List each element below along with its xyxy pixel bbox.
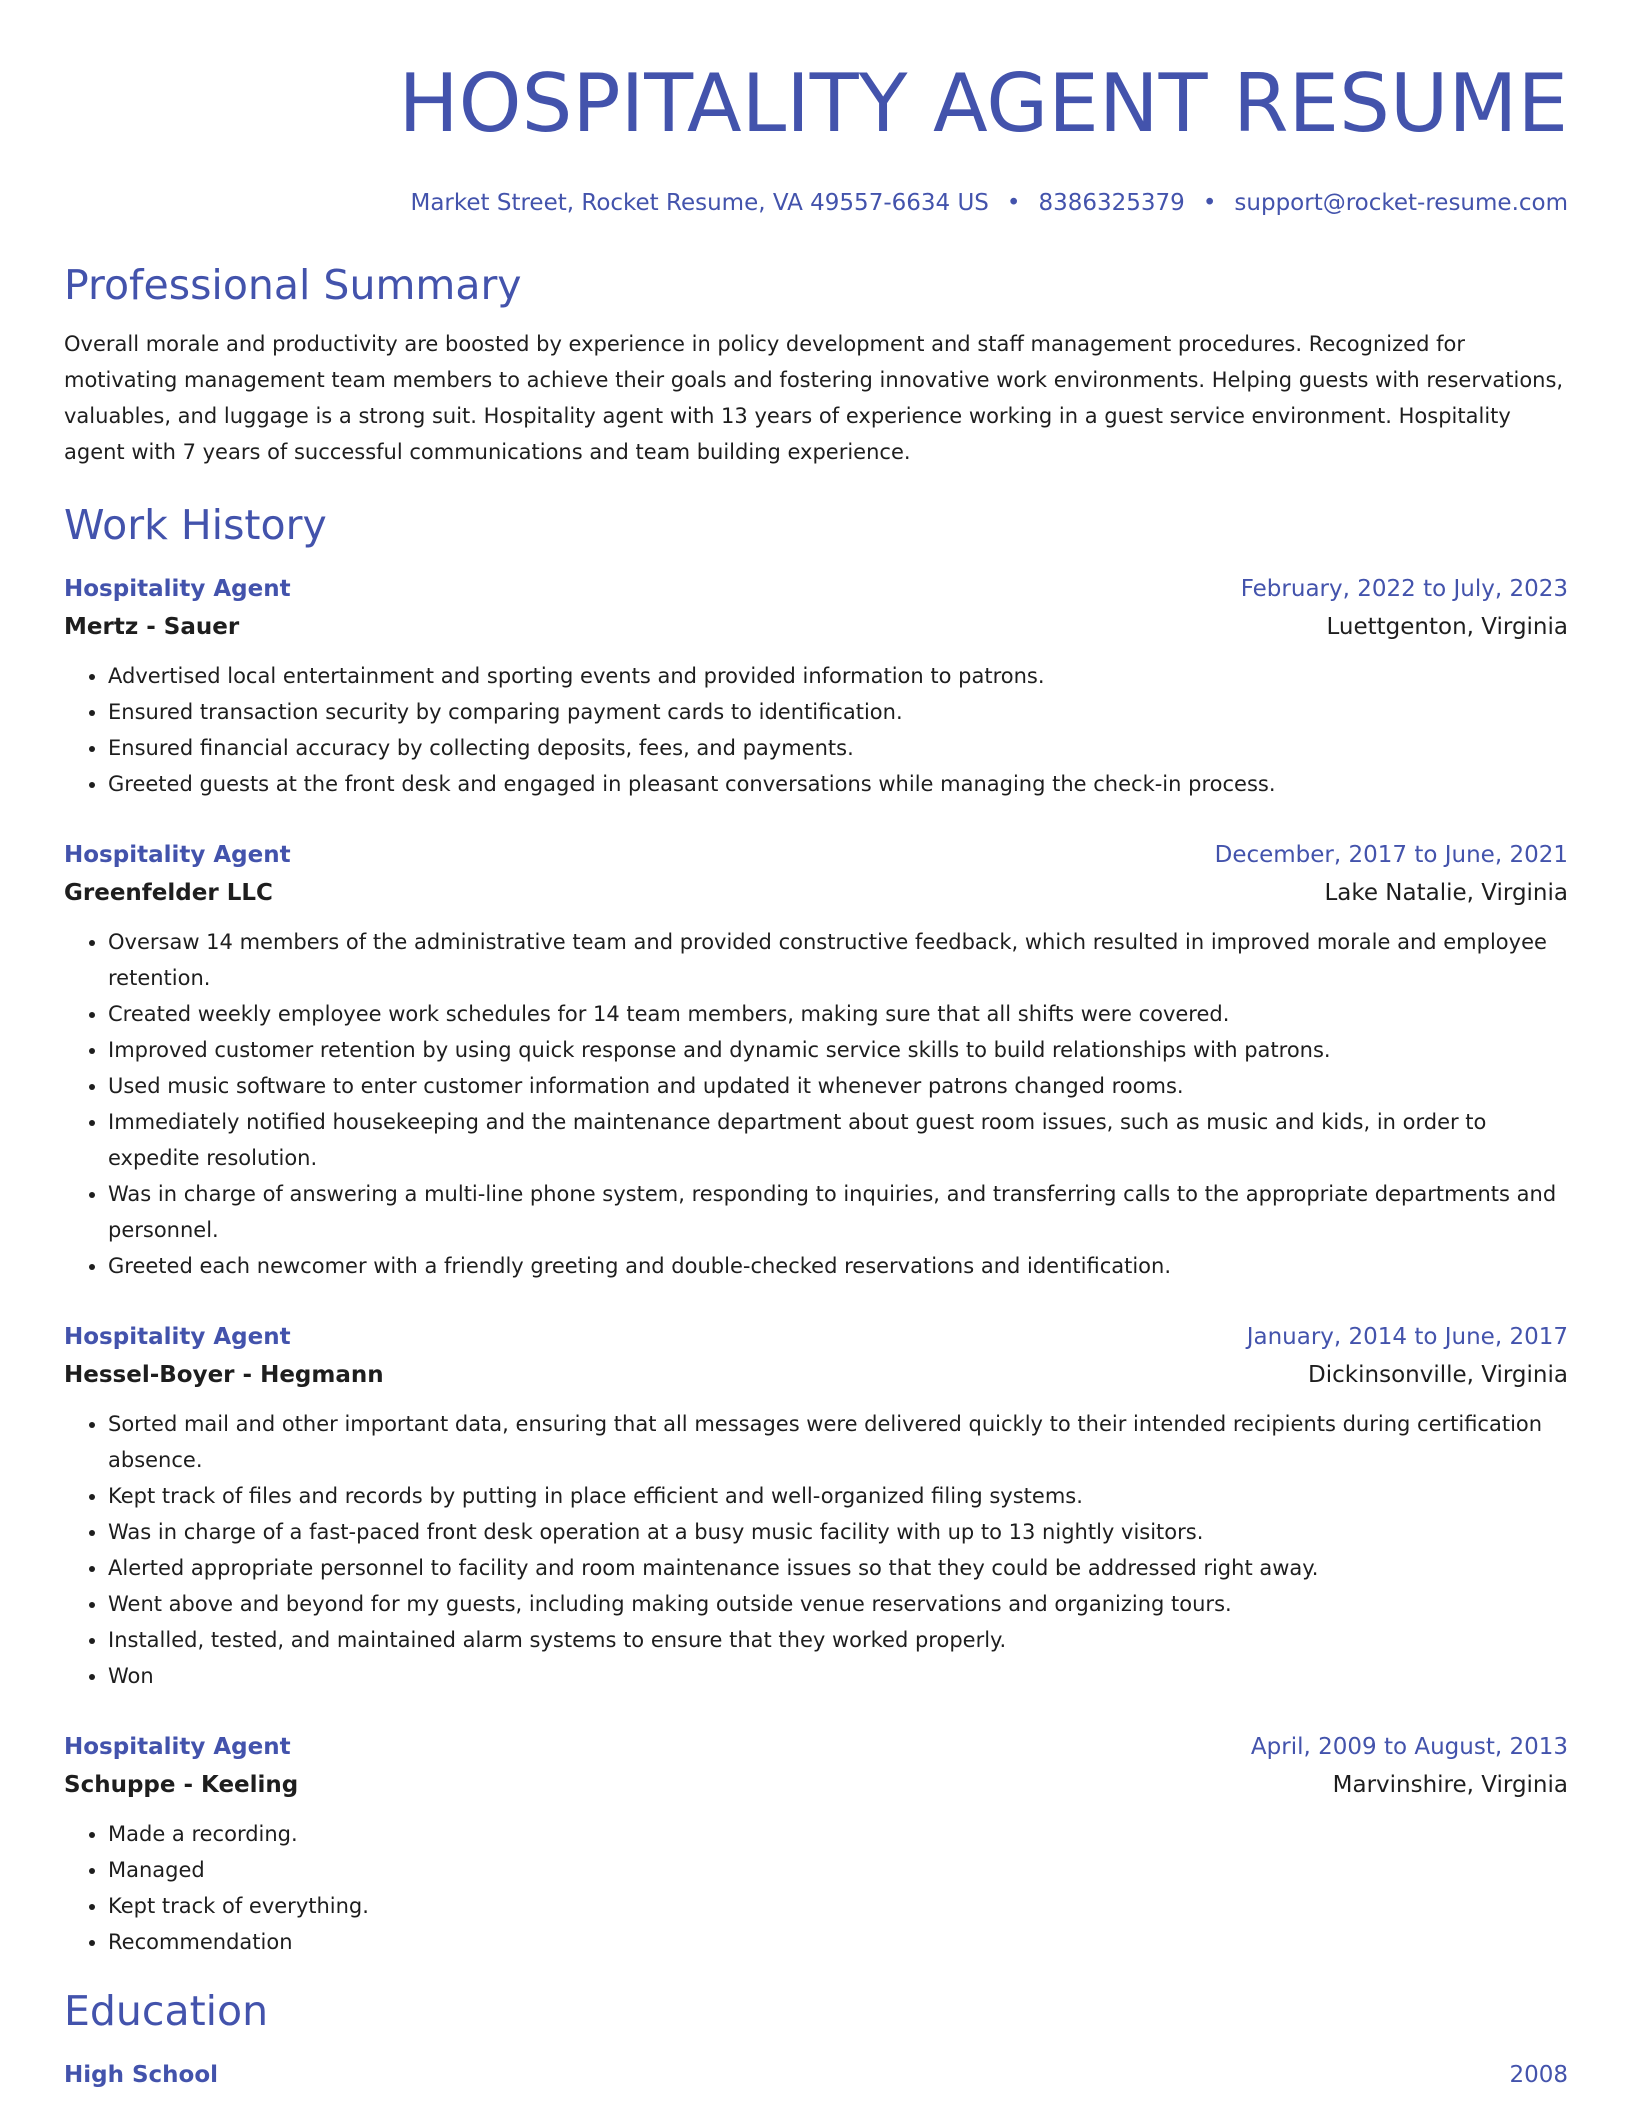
- job-dates: February, 2022 to July, 2023: [1240, 576, 1568, 602]
- job-company-row: [64, 1766, 1568, 1804]
- job-company-row: [64, 1356, 1568, 1394]
- bullet-item: • Greeted each newcomer with a friendly greeting and double-checked reservations and identification.: [108, 1248, 1568, 1284]
- bullet-item: • Ensured transaction security by comparing payment cards to identification.: [108, 694, 1568, 730]
- job-location: Luettgenton, Virginia: [1326, 614, 1568, 640]
- contact-email[interactable]: support@rocket-resume.com: [1234, 190, 1568, 216]
- bullet-item: • Recommendation: [108, 1924, 1568, 1960]
- bullet-item: • Went above and beyond for my guests, including making outside venue reservations and organizing tours.: [108, 1586, 1568, 1622]
- bullet-item: • Advertised local entertainment and sporting events and provided information to patrons.: [108, 658, 1568, 694]
- bullet-item: • Used music software to enter customer information and updated it whenever patrons changed rooms.: [108, 1068, 1568, 1104]
- education-heading: Education: [64, 1987, 269, 2035]
- job-entry: [64, 1728, 1568, 1960]
- bullet-item: • Immediately notified housekeeping and the maintenance department about guest room issues, such as music and kids, in order to expedite resolution.: [108, 1104, 1568, 1176]
- bullet-item: • Ensured financial accuracy by collecting deposits, fees, and payments.: [108, 730, 1568, 766]
- job-company: Schuppe - Keeling: [64, 1772, 299, 1798]
- job-header-row: [64, 836, 1568, 874]
- job-dates: December, 2017 to June, 2021: [1214, 842, 1568, 868]
- job-company: Greenfelder LLC: [64, 880, 273, 906]
- contact-address: Market Street, Rocket Resume, VA 49557-6634 US: [410, 190, 989, 216]
- education-row: [64, 2056, 1568, 2094]
- bullet-item: • Installed, tested, and maintained alarm systems to ensure that they worked properly.: [108, 1622, 1568, 1658]
- bullet-item: • Created weekly employee work schedules for 14 team members, making sure that all shifts were covered.: [108, 996, 1568, 1032]
- job-company: Mertz - Sauer: [64, 614, 240, 640]
- contact-separator: •: [1202, 190, 1217, 216]
- bullet-item: • Sorted mail and other important data, ensuring that all messages were delivered quickly to their intended recipients during certification absence.: [108, 1406, 1568, 1478]
- bullet-item: • Made a recording.: [108, 1816, 1568, 1852]
- job-entry: [64, 1318, 1568, 1694]
- bullet-item: • Won: [108, 1658, 1568, 1694]
- education-year: 2008: [1509, 2062, 1568, 2088]
- bullet-item: • Oversaw 14 members of the administrative team and provided constructive feedback, which resulted in improved morale and employee retention.: [108, 924, 1568, 996]
- job-bullets: [64, 658, 1568, 802]
- contact-line: [64, 188, 1568, 218]
- bullet-item: • Was in charge of answering a multi-line phone system, responding to inquiries, and transferring calls to the appropriate departments and personnel.: [108, 1176, 1568, 1248]
- education-entry: [64, 2056, 1568, 2094]
- job-bullets: [64, 1816, 1568, 1960]
- job-title: Hospitality Agent: [64, 576, 291, 602]
- resume-title: HOSPITALITY AGENT RESUME: [398, 57, 1568, 150]
- job-header-row: [64, 1318, 1568, 1356]
- contact-separator: •: [1006, 190, 1021, 216]
- job-bullets: [64, 924, 1568, 1284]
- bullet-item: • Managed: [108, 1852, 1568, 1888]
- summary-text: Overall morale and productivity are boosted by experience in policy development and staff management procedures. Recognized for motivating management team members to achieve their goals and fostering innovative work environments. Helping guests with reservations, valuables, and luggage is a strong suit. Hospitality agent with 13 years of experience working in a guest service environment. Hospitality agent with 7 years of successful communications and team building experience.: [64, 332, 1564, 464]
- job-entry: [64, 570, 1568, 802]
- job-title: Hospitality Agent: [64, 1324, 291, 1350]
- bullet-item: • Improved customer retention by using quick response and dynamic service skills to build relationships with patrons.: [108, 1032, 1568, 1068]
- bullet-item: • Greeted guests at the front desk and engaged in pleasant conversations while managing the check-in process.: [108, 766, 1568, 802]
- job-header-row: [64, 1728, 1568, 1766]
- job-company: Hessel-Boyer - Hegmann: [64, 1362, 384, 1388]
- bullet-item: • Was in charge of a fast-paced front desk operation at a busy music facility with up to 13 nightly visitors.: [108, 1514, 1568, 1550]
- bullet-item: • Kept track of files and records by putting in place efficient and well-organized filing systems.: [108, 1478, 1568, 1514]
- job-title: Hospitality Agent: [64, 842, 291, 868]
- bullet-item: • Alerted appropriate personnel to facility and room maintenance issues so that they could be addressed right away.: [108, 1550, 1568, 1586]
- work-history-heading: Work History: [64, 501, 327, 549]
- job-company-row: [64, 874, 1568, 912]
- job-dates: April, 2009 to August, 2013: [1250, 1734, 1568, 1760]
- education-degree: High School: [64, 2062, 219, 2088]
- job-header-row: [64, 570, 1568, 608]
- job-entry: [64, 836, 1568, 1284]
- job-location: Dickinsonville, Virginia: [1308, 1362, 1568, 1388]
- job-company-row: [64, 608, 1568, 646]
- job-location: Marvinshire, Virginia: [1332, 1772, 1568, 1798]
- job-location: Lake Natalie, Virginia: [1324, 880, 1568, 906]
- summary-heading: Professional Summary: [64, 261, 522, 309]
- job-bullets: [64, 1406, 1568, 1694]
- contact-phone: 8386325379: [1038, 190, 1185, 216]
- bullet-item: • Kept track of everything.: [108, 1888, 1568, 1924]
- job-title: Hospitality Agent: [64, 1734, 291, 1760]
- job-dates: January, 2014 to June, 2017: [1246, 1324, 1568, 1350]
